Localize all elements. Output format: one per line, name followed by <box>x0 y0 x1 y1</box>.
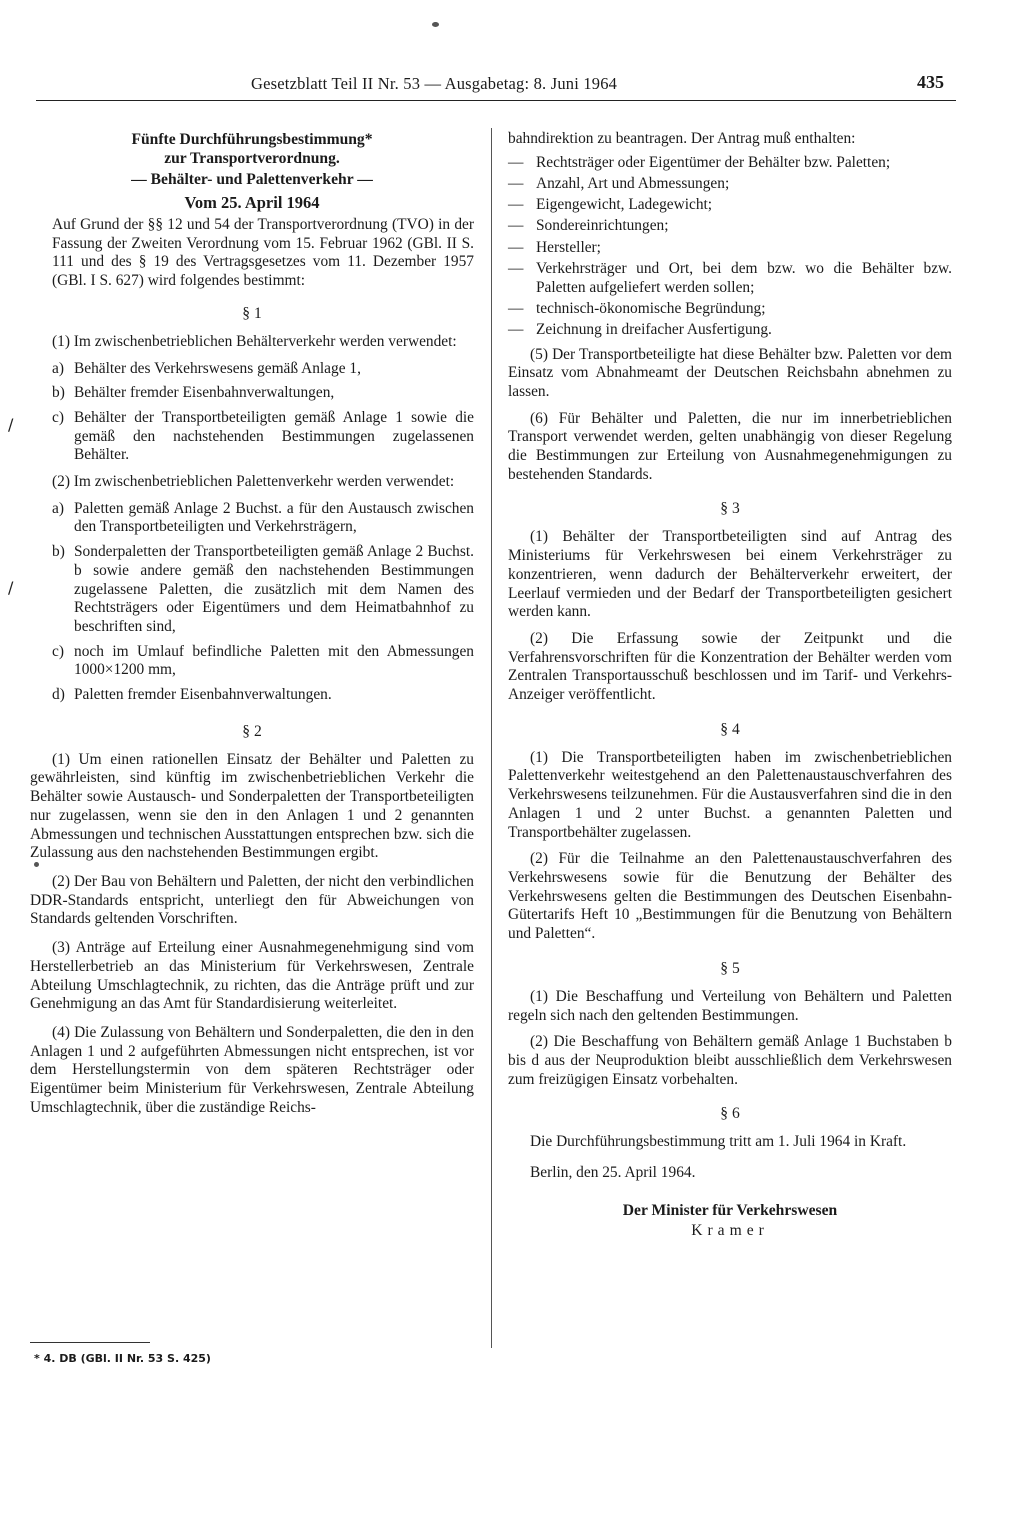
s2-paragraph-1: (1) Um einen rationellen Einsatz der Behälter und Paletten zu gewährleisten, sind künftig im zwischenbetrieblichen Verkehr die Behälter sowie Austausch- und Sonderpaletten der Transportbeteiligten nur zugelassen, wenn sie den in den Anlagen 1 und 2 genannten Abmessungen und technischen Ausstattungen entsprechen bzw. sich die Zulassung aus den nachstehenden Bestimmungen ergibt. <box>30 750 474 862</box>
list-label: a) <box>52 359 64 377</box>
footnote: * 4. DB (GBl. II Nr. 53 S. 425) <box>34 1352 211 1365</box>
document-title <box>70 130 434 212</box>
title-line-3: — Behälter- und Palettenverkehr — <box>131 171 373 188</box>
list-item <box>52 360 474 379</box>
section-5-heading: § 5 <box>720 959 740 977</box>
s2-paragraph-5: (5) Der Transportbeteiligte hat diese Behälter bzw. Paletten vor dem Einsatz vom Abnahmeamt der Deutschen Reichsbahn abnehmen zu lassen. <box>508 345 952 400</box>
list-item <box>52 643 474 680</box>
list-label: a) <box>52 499 64 517</box>
list-item: — Sondereinrichtungen; <box>508 216 952 235</box>
list-label: b) <box>52 384 65 402</box>
scan-speck <box>432 22 439 27</box>
list-item: — Anzahl, Art und Abmessungen; <box>508 174 952 193</box>
section-3-heading: § 3 <box>720 500 740 518</box>
section-2-heading: § 2 <box>242 722 262 740</box>
title-date: Vom 25. April 1964 <box>184 193 320 212</box>
section-6-heading: § 6 <box>720 1105 740 1123</box>
page-number: 435 <box>917 72 944 92</box>
list-label: d) <box>52 686 65 704</box>
page-header <box>36 70 956 101</box>
right-column <box>508 130 952 1241</box>
signer-title: Der Minister für Verkehrswesen <box>622 1201 838 1219</box>
list-item <box>52 500 474 537</box>
list-label: c) <box>52 642 64 660</box>
s2-paragraph-4: (4) Die Zulassung von Behältern und Sonderpaletten, die den in den Anlagen 1 und 2 aufgeführten Abmessungen nicht entsprechen, ist vor dem Herstellungstermin von dem späteren Rechtsträger oder Eigentümer beim Ministerium für Verkehrswesen, Zentrale Abteilung Umschlagtechnik, über die zuständige Reichs- <box>30 1023 474 1116</box>
list-item: — Verkehrsträger und Ort, bei dem bzw. wo die Behälter bzw. Paletten aufgeliefert werden sollen; <box>508 259 952 297</box>
margin-mark: / <box>8 415 14 434</box>
s1-paragraph-2: (2) Im zwischenbetrieblichen Palettenverkehr werden verwendet: <box>52 473 455 491</box>
s4-paragraph-2: (2) Für die Teilnahme an den Palettenaustauschverfahren des Verkehrswesens sowie für die Benutzung der Behälter des Verkehrswesens gelten die Bestimmungen des Deutschen Eisenbahn-Gütertarifs Heft 10 „Bestimmungen für die Benutzung von Behältern und Paletten“. <box>508 850 952 943</box>
s3-paragraph-2: (2) Die Erfassung sowie der Zeitpunkt und die Verfahrensvorschriften für die Konzentration der Behälter werden vom Zentralen Transportausschuß beschlossen und im Tarif- und Verkehrs-Anzeiger veröffentlicht. <box>508 629 952 704</box>
list-item: — Rechtsträger oder Eigentümer der Behälter bzw. Paletten; <box>508 153 952 172</box>
list-item: — Zeichnung in dreifacher Ausfertigung. <box>508 320 952 339</box>
preamble: Auf Grund der §§ 12 und 54 der Transportverordnung (TVO) in der Fassung der Zweiten Verordnung vom 15. Februar 1962 (GBl. II S. 111 und des § 19 des Vertragsgesetzes vom 11. Dezember 1957 (GBl. I S. 627) wird folgendes bestimmt: <box>52 216 474 290</box>
s6-paragraph-1: Die Durchführungsbestimmung tritt am 1. Juli 1964 in Kraft. <box>530 1133 907 1151</box>
place-and-date: Berlin, den 25. April 1964. <box>530 1164 696 1182</box>
list-text: Behälter des Verkehrswesens gemäß Anlage 1, <box>74 359 361 377</box>
section-1-heading: § 1 <box>242 304 262 322</box>
footnote-rule <box>30 1342 150 1343</box>
s2-paragraph-3: (3) Anträge auf Erteilung einer Ausnahmegenehmigung sind vom Herstellerbetrieb an das Ministerium für Verkehrswesen, Zentrale Abteilung Umschlagtechnik, zu richten, das die Anträge prüft und zur Genehmigung an das Amt für Standardisierung weiterleitet. <box>30 939 474 1013</box>
section-4-heading: § 4 <box>720 720 740 738</box>
list-item: — technisch-ökonomische Begründung; <box>508 299 952 318</box>
list-text: noch im Umlauf befindliche Paletten mit den Abmessungen 1000×1200 mm, <box>74 642 474 679</box>
list-item <box>52 384 474 403</box>
s1-list-2 <box>52 500 474 705</box>
list-text: Paletten fremder Eisenbahnverwaltungen. <box>74 686 332 704</box>
column-divider <box>491 128 492 1348</box>
signer-name: Kramer <box>691 1221 769 1239</box>
list-label: c) <box>52 408 64 426</box>
s1-paragraph-1: (1) Im zwischenbetrieblichen Behälterverkehr werden verwendet: <box>52 332 457 350</box>
list-item: — Eigengewicht, Ladegewicht; <box>508 195 952 214</box>
title-line-2: zur Transportverordnung. <box>164 150 340 167</box>
s4-paragraph-1: (1) Die Transportbeteiligten haben im zwischenbetrieblichen Palettenverkehr weitestgehend an den Palettenaustauschverfahren des Verkehrswesens teilzunehmen. Für die Austausverfahren sind die in den Anlagen 1 und 2 unter Buchst. a genannten Paletten und Transportbehälter zugelassen. <box>508 748 952 841</box>
s5-paragraph-2: (2) Die Beschaffung von Behältern gemäß Anlage 1 Buchstaben b bis d aus der Neuproduktion bleibt ausschließlich dem Verkehrswesen zum freizügigen Einsatz vorbehalten. <box>508 1033 952 1088</box>
running-head: Gesetzblatt Teil II Nr. 53 — Ausgabetag: 8. Juni 1964 <box>251 74 618 93</box>
s5-paragraph-1: (1) Die Beschaffung und Verteilung von Behältern und Paletten regeln sich nach den geltenden Bestimmungen. <box>508 987 952 1024</box>
s3-paragraph-1: (1) Behälter der Transportbeteiligten sind auf Antrag des Ministeriums für Verkehrswesen bei einem Verkehrsträger zu konzentrieren, wenn dadurch der Behälterverkehr erweitert, der Leerlauf vermieden und der Bedarf der Transportbeteiligten gesichert werden kann. <box>508 528 952 621</box>
list-text: Paletten gemäß Anlage 2 Buchst. a für den Austausch zwischen den Transportbeteiligten und Verkehrsträgern, <box>74 499 474 536</box>
s2-requirements-list <box>508 153 952 340</box>
title-line-1: Fünfte Durchführungsbestimmung* <box>131 131 373 148</box>
s2-paragraph-6: (6) Für Behälter und Paletten, die nur im innerbetrieblichen Transport verwendet werden, gelten unabhängig von dieser Regelung die Bestimmungen zur Erteilung von Ausnahmegenehmigungen zu bestehenden Standards. <box>508 409 952 483</box>
list-item <box>52 543 474 637</box>
left-column <box>30 130 474 1117</box>
list-text: Behälter fremder Eisenbahnverwaltungen, <box>74 384 335 402</box>
list-text: Sonderpaletten der Transportbeteiligten gemäß Anlage 2 Buchst. b sowie andere gemäß den nachstehenden Bestimmungen zugelassene Paletten, die zusätzlich mit dem Namen des Rechtsträgers oder Eigentümers und dem Heimatbahnhof zu beschriften sind, <box>74 543 474 635</box>
list-item <box>52 409 474 465</box>
scan-speck <box>34 862 39 867</box>
list-item <box>52 686 474 705</box>
s1-list-1 <box>52 360 474 466</box>
list-item: — Hersteller; <box>508 238 952 257</box>
s2-paragraph-2: (2) Der Bau von Behältern und Paletten, der nicht den verbindlichen DDR-Standards entspricht, unterliegt den für Abweichungen von Standards geltenden Vorschriften. <box>30 872 474 928</box>
list-label: b) <box>52 543 65 561</box>
margin-mark: / <box>8 578 14 597</box>
list-text: Behälter der Transportbeteiligten gemäß Anlage 1 sowie die gemäß den nachstehenden Bestimmungen zugelassenen Behälter. <box>74 408 474 464</box>
s2-paragraph-4-continued: bahndirektion zu beantragen. Der Antrag muß enthalten: <box>508 130 856 147</box>
